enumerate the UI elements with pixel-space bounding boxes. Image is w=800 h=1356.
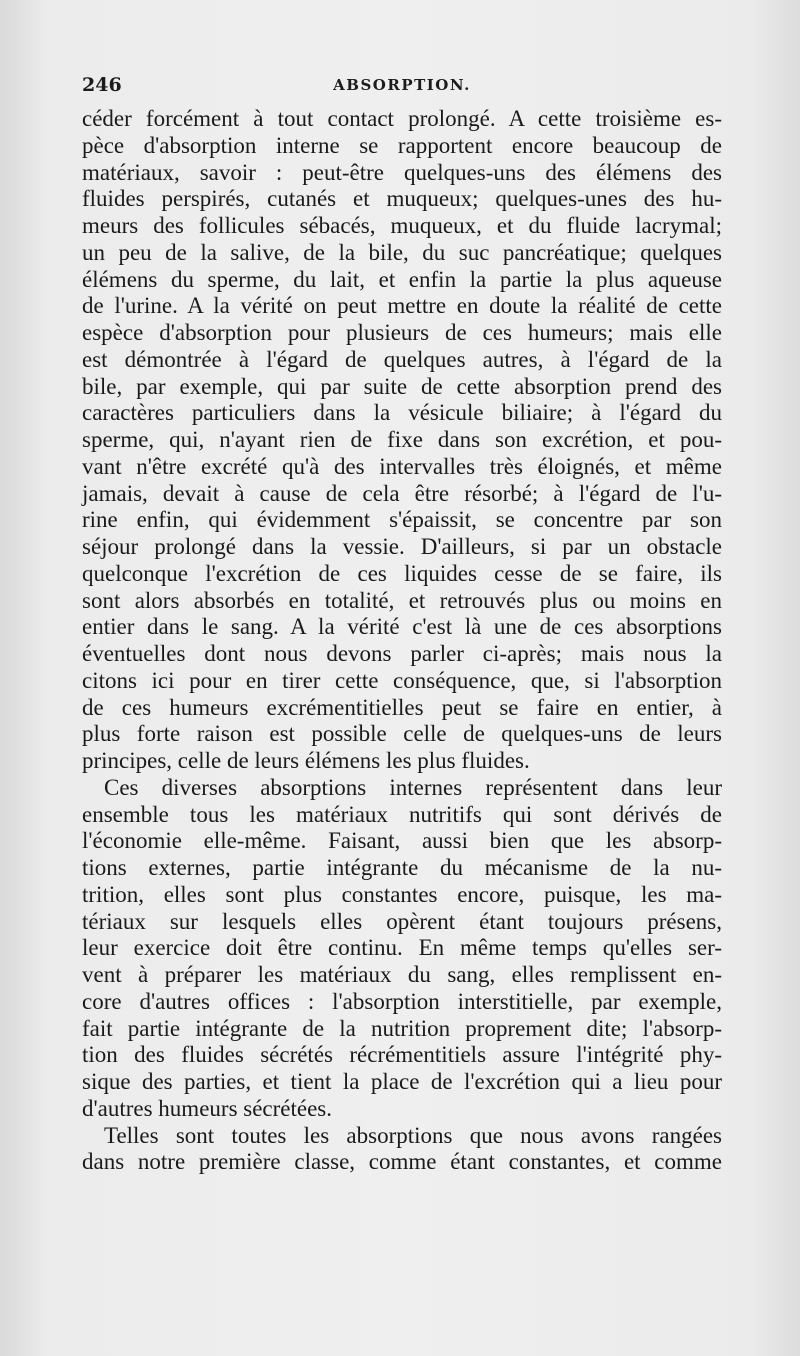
paragraph [82, 106, 722, 775]
text-line: Telles sont toutes les absorptions que nous avons rangées [104, 1122, 722, 1148]
text-line: meurs des follicules sébacés, muqueux, et du fluide lacrymal; [82, 213, 722, 238]
text-line: principes, celle de leurs élémens les plus fluides. [82, 748, 530, 773]
text-line: est démontrée à l'égard de quelques autres, à l'égard de la [82, 346, 722, 372]
text-line: tion des fluides sécrétés récrémentitiels assure l'intégrité phy- [82, 1042, 722, 1068]
text-line: core d'autres offices : l'absorption interstitielle, par exemple, [82, 988, 722, 1014]
text-line: céder forcément à tout contact prolongé. A cette troisième es- [82, 106, 722, 131]
text-line: quelconque l'excrétion de ces liquides cesse de se faire, ils [82, 560, 722, 586]
paragraph [82, 1123, 722, 1177]
text-line: tériaux sur lesquels elles opèrent étant toujours présens, [82, 908, 722, 934]
text-line: fluides perspirés, cutanés et muqueux; quelques-unes des hu- [82, 186, 722, 212]
text-line: trition, elles sont plus constantes encore, puisque, les ma- [82, 881, 722, 907]
text-line: vant n'être excrété qu'à des intervalles très éloignés, et même [82, 453, 722, 479]
text-line: fait partie intégrante de la nutrition proprement dite; l'absorp- [82, 1015, 722, 1041]
page-number: 246 [82, 74, 122, 96]
running-title: ABSORPTION. [333, 76, 471, 94]
paragraph [82, 775, 722, 1123]
text-line: vent à préparer les matériaux du sang, elles remplissent en- [82, 962, 722, 987]
running-head [82, 74, 722, 102]
text-line: de ces humeurs excrémentitielles peut se faire en entier, à [82, 694, 722, 720]
text-line: leur exercice doit être continu. En même temps qu'elles ser- [82, 935, 722, 961]
text-line: élémens du sperme, du lait, et enfin la partie la plus aqueuse [82, 266, 722, 292]
text-line: éventuelles dont nous devons parler ci-après; mais nous la [82, 641, 722, 666]
text-line: bile, par exemple, qui par suite de cette absorption prend des [82, 373, 722, 399]
text-line: tions externes, partie intégrante du mécanisme de la nu- [82, 855, 722, 880]
text-line: sique des parties, et tient la place de l'excrétion qui a lieu pour [82, 1069, 722, 1094]
text-line: un peu de la salive, de la bile, du suc pancréatique; quelques [82, 239, 722, 265]
text-line: jamais, devait à cause de cela être résorbé; à l'égard de l'u- [82, 480, 722, 506]
text-line: espèce d'absorption pour plusieurs de ces humeurs; mais elle [82, 320, 722, 345]
text-line: plus forte raison est possible celle de quelques-uns de leurs [82, 721, 722, 747]
text-line: sperme, qui, n'ayant rien de fixe dans son excrétion, et pou- [82, 427, 722, 452]
text-line: l'économie elle-même. Faisant, aussi bien que les absorp- [82, 828, 722, 854]
text-line: rine enfin, qui évidemment s'épaissit, se concentre par son [82, 507, 722, 533]
text-line: ensemble tous les matériaux nutritifs qui sont dérivés de [82, 801, 722, 827]
body-text [82, 106, 722, 1176]
text-line: caractères particuliers dans la vésicule biliaire; à l'égard du [82, 400, 722, 426]
text-line: citons ici pour en tirer cette conséquence, que, si l'absorption [82, 667, 722, 693]
text-line: matériaux, savoir : peut-être quelques-uns des élémens des [82, 159, 722, 185]
text-line: entier dans le sang. A la vérité c'est là une de ces absorptions [82, 614, 722, 640]
text-line: d'autres humeurs sécrétées. [82, 1095, 333, 1121]
text-line: dans notre première classe, comme étant constantes, et comme [82, 1149, 722, 1175]
text-line: séjour prolongé dans la vessie. D'ailleurs, si par un obstacle [82, 534, 722, 559]
text-line: sont alors absorbés en totalité, et retrouvés plus ou moins en [82, 587, 722, 613]
text-line: de l'urine. A la vérité on peut mettre en doute la réalité de cette [82, 293, 722, 319]
text-line: pèce d'absorption interne se rapportent encore beaucoup de [82, 132, 722, 158]
text-line: Ces diverses absorptions internes représentent dans leur [104, 774, 722, 800]
